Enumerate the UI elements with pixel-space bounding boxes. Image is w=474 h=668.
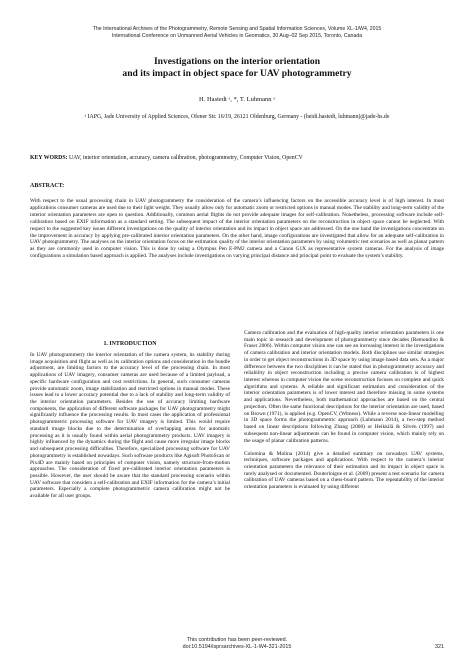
running-header — [30, 26, 444, 39]
footer-peer-review: This contribution has been peer-reviewed. — [186, 637, 288, 643]
title-line-2: and its impact in object space for UAV photogrammetry — [122, 67, 352, 79]
header-line-2: International Conference on Unmanned Aerial Vehicles in Geomatics, 30 Aug–02 Sep 2015, Toronto, Canada — [111, 32, 363, 39]
abstract-text: With respect to the usual processing chain in UAV photogrammetry the consideration of the camera’s influencing factors on the accessible accuracy level is of high interest. In most applications consumer cameras are used due to their light weight. They usually allow only for automatic zoom or restricted options in manual modes. The stability and long-term validity of the interior orientation parameters are open to question. Additionally, common aerial flights do not provide adequate images for self-calibration. Nonetheless, processing software include self-calibration based on EXIF information as a standard setting. The subsequent impact of the interior orientation parameters on the reconstruction in object space cannot be neglected. With respect to the suggested key issues different investigations on the quality of interior orientation and its impact in object space are addressed. On the one hand the investigations concentrate on the improvement in accuracy by applying pre-calibrated interior orientation parameters. On the other hand, image configurations are investigated that allow for an adequate self-calibration in UAV photogrammetry. The analyses on the interior orientation focus on the estimation quality of the interior orientation parameters by using volumetric test scenarios as well as planar pattern as they are commonly used in computer vision. This is done by using a Olympus Pen E-PM2 camera and a Canon G1X as representative system cameras. For the analysis of image configurations a simulation based approach is applied. The analyses include investigations on varying principal distance and principal point to evaluate the system’s stability. — [30, 198, 444, 260]
footer-doi: doi:10.5194/isprsarchives-XL-1-W4-321-2015 — [182, 643, 292, 650]
intro-paragraph-1: In UAV photogrammetry the interior orientation of the camera system, its stability during image acquisition and flight as well as its calibration options and consideration in the bundle adjustment, are limiting factors to the accuracy level of the processing chain. In most applications of UAV imagery, consumer cameras are used because of a limited payload, a specific hardware configuration and cost restrictions. In general, such consumer cameras provide automatic zoom, image stabilization and restricted options in manual modes. These issues lead to a lower accuracy potential due to a lack of stability and long-term validity of the interior orientation parameters. Besides the use of accuracy limiting hardware components, the application of different software packages for UAV photogrammetry might significantly influence the processing results. In most cases the application of professional photogrammetric processing software for UAV imagery is limited. This would require standard image blocks due to the determination of overlapping areas for automatic processing as it is usually found within aerial photogrammetry products. UAV imagery is highly influenced by the dynamics during the flight and cause more irregular image blocks and subsequent processing difficulties. Therefore, specialized processing software for UAV photogrammetry is established nowadays. Such software products like Agisoft PhotoScan or Pix4D are mainly based on principles of computer vision, namely structure-from-motion approaches. The consideration of fixed pre-calibrated interior orientation parameters is possible. However, the user should be aware that the standard processing scenario within UAV software that considers a self-calibration and EXIF information for the camera’s initial parameters. Especially a complete photogrammetric camera calibration might not be available for all user groups. — [30, 352, 230, 500]
abstract-heading: ABSTRACT: — [30, 183, 65, 189]
keywords-label: KEY WORDS: — [30, 155, 68, 161]
right-column — [244, 330, 444, 491]
keywords — [30, 155, 444, 162]
title-line-1: Investigations on the interior orientation — [153, 56, 321, 67]
paper-title — [60, 56, 414, 79]
header-line-1: The International Archives of the Photogrammetry, Remote Sensing and Spatial Information Sciences, Volume XL-1/W4, 2015 — [92, 26, 382, 32]
keywords-text: UAV, interior orientation, accuracy, camera calibration, photogrammetry, Computer Vision, OpenCV — [67, 155, 303, 161]
affiliation: ᵃ IAPG, Jade University of Applied Sciences, Ofener Str. 16/19, 26121 Oldenburg, Germany - (heidi.hastedt, luhmann)@jade-hs.de — [84, 114, 390, 120]
authors: H. Hastedt ᵃ, *, T. Luhmann ᵃ — [199, 96, 275, 103]
section-heading-introduction: 1. INTRODUCTION — [103, 341, 157, 347]
intro-paragraph-3: Colomina & Molina (2014) give a detailed summary on nowadays UAV systems, techniques, software packages and applications. With respect to the camera’s interior orientation parameters the relevance of their estimation and its impact in object space is rarely analysed or documented. Douterloigne et al. (2009) present a test scenario for camera calibration of UAV cameras based on a chess-board pattern. The repeatability of the interior orientation parameters is evaluated by using different — [244, 450, 444, 491]
intro-paragraph-2: Camera calibration and the evaluation of high-quality interior orientation parameters is one main topic in research and development of photogrammetry since decades (Remondino & Fraser 2006). Within computer vision one can see an increasing interest in the investigations of camera calibration and interior orientation models. Both disciplines use similar strategies in order to get object reconstructions in 3D space by using image based data sets. As a major difference between the two disciplines it can be stated that in photogrammetry accuracy and reliability in object reconstruction including a precise camera calibration is of highest interest whereas in computer vision the scene reconstruction focuses on complete and quick algorithms and systems. A reliable and significant estimation and consideration of the interior orientation parameters is of lower interest and therefore missing in some systems and applications. Nevertheless, both mathematical approaches are based on the central projection. Often the same functional descriptions for the interior orientation are used, based on Brown (1971), is applied (e.g. OpenCV, (Witness). While a reverse non-linear modelling in 3D space forms the photogrammetric approach (Luhmann 2014), a two-step method based on linear descriptions following Zhang (2000) or Heikkilä & Silvén (1997) and subsequent non-linear adjustments can be found in computer vision, which mainly rely on the usage of planar calibration patterns. — [244, 330, 444, 444]
page-footer — [130, 637, 344, 650]
left-column — [30, 341, 230, 500]
page-number: 321 — [435, 644, 444, 650]
